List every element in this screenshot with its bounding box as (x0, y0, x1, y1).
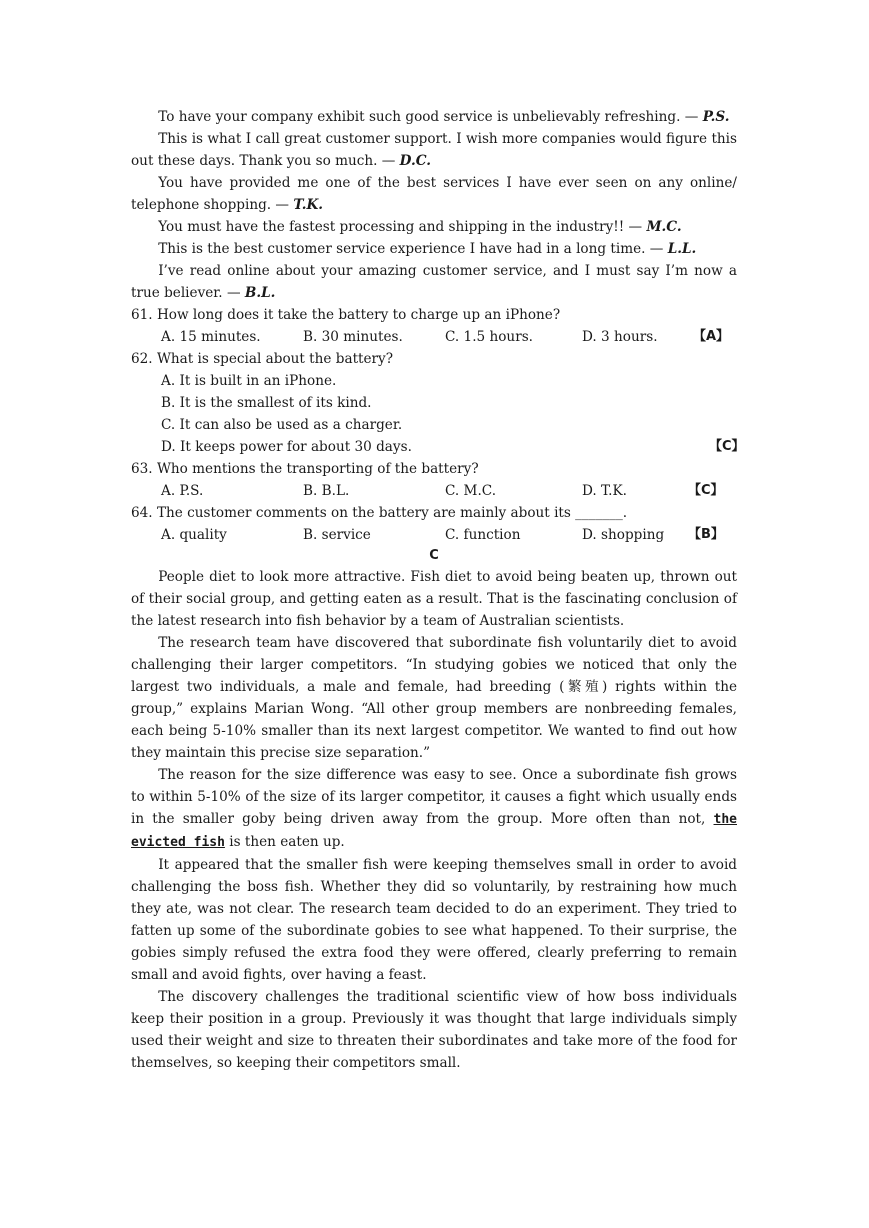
option-a: A. 15 minutes. (161, 329, 261, 345)
option-c: C. 1.5 hours. (445, 329, 533, 345)
option-b: B. 30 minutes. (303, 329, 403, 345)
option-d: D. It keeps power for about 30 days. (161, 439, 412, 455)
passage-paragraph-5: The discovery challenges the traditional scientific view of how boss individuals keep their position in a group. Previously it was thought that large individuals simply used their weight and size to threaten their subordinates and take more of the food for themselves, so keeping their competitors small. (131, 989, 737, 1071)
answer-key: 【B】 (688, 527, 724, 542)
option-a: A. It is built in an iPhone. (161, 373, 337, 389)
option-b: B. service (303, 527, 371, 543)
option-c: C. M.C. (445, 483, 497, 499)
passage-paragraph-3: The reason for the size difference was easy to see. Once a subordinate fish grows to within 5-10% of the size of its larger competitor, it causes a fight which usually ends in the smaller goby being driven away from the group. More often than not, the evicted fish is then eaten up. (131, 767, 737, 850)
answer-key: 【C】 (688, 483, 724, 498)
comment-2: This is what I call great customer support. I wish more companies would figure this out these days. Thank you so much. — D.C. (131, 131, 737, 169)
option-c: C. function (445, 527, 521, 543)
comment-signature: D.C. (399, 153, 432, 169)
comment-5: This is the best customer service experience I have had in a long time. — L.L. (158, 241, 697, 257)
question-62-last-row (131, 436, 745, 458)
comment-4: You must have the fastest processing and shipping in the industry!! — M.C. (158, 219, 682, 235)
option-d: D. 3 hours. (582, 329, 658, 345)
answer-key: 【C】 (709, 439, 745, 454)
question-61-stem: 61. How long does it take the battery to charge up an iPhone? (131, 307, 561, 323)
answer-key: 【A】 (693, 329, 730, 344)
passage-paragraph-4: It appeared that the smaller fish were keeping themselves small in order to avoid challenging the boss fish. Whether they did so voluntarily, by restraining how much they ate, was not clear. The research team decided to do an experiment. They tried to fatten up some of the subordinate gobies to see what happened. To their surprise, the gobies simply refused the extra food they were offered, clearly preferring to remain small and avoid fights, over having a feast. (131, 857, 737, 983)
passage-paragraph-1: People diet to look more attractive. Fish diet to avoid being beaten up, thrown out of their social group, and getting eaten as a result. That is the fascinating conclusion of the latest research into fish behavior by a team of Australian scientists. (131, 569, 737, 629)
passage-paragraph-2: The research team have discovered that subordinate fish voluntarily diet to avoid challenging their larger competitors. “In studying gobies we noticed that only the largest two individuals, a male and female, had breeding (繁殖) rights within the group,” explains Marian Wong. “All other group members are nonbreeding females, each being 5-10% smaller than its next largest competitor. We wanted to find out how they maintain this precise size separation.” (131, 635, 737, 761)
comment-signature: L.L. (667, 241, 697, 257)
comment-1: To have your company exhibit such good service is unbelievably refreshing. — P.S. (158, 109, 730, 125)
question-61-options (131, 326, 737, 348)
comment-3: You have provided me one of the best services I have ever seen on any online/ telephone shopping. — T.K. (131, 175, 737, 213)
underlined-phrase: the evicted fish (131, 812, 737, 850)
comment-signature: P.S. (702, 109, 730, 125)
option-b: B. B.L. (303, 483, 350, 499)
question-64-options (131, 524, 737, 546)
option-c: C. It can also be used as a charger. (161, 417, 403, 433)
comment-signature: B.L. (244, 285, 276, 301)
question-62-stem: 62. What is special about the battery? (131, 351, 394, 367)
option-d: D. T.K. (582, 483, 627, 499)
comment-signature: T.K. (293, 197, 324, 213)
question-64-stem: 64. The customer comments on the battery are mainly about its _______. (131, 505, 628, 521)
comment-signature: M.C. (646, 219, 682, 235)
option-a: A. quality (161, 527, 227, 543)
option-b: B. It is the smallest of its kind. (161, 395, 372, 411)
question-63-options (131, 480, 737, 502)
comment-6: I’ve read online about your amazing customer service, and I must say I’m now a true believer. — B.L. (131, 263, 737, 301)
document-content (131, 106, 745, 1074)
option-a: A. P.S. (161, 483, 204, 499)
option-d: D. shopping (582, 527, 665, 543)
section-title: C (429, 548, 439, 563)
question-63-stem: 63. Who mentions the transporting of the battery? (131, 461, 479, 477)
